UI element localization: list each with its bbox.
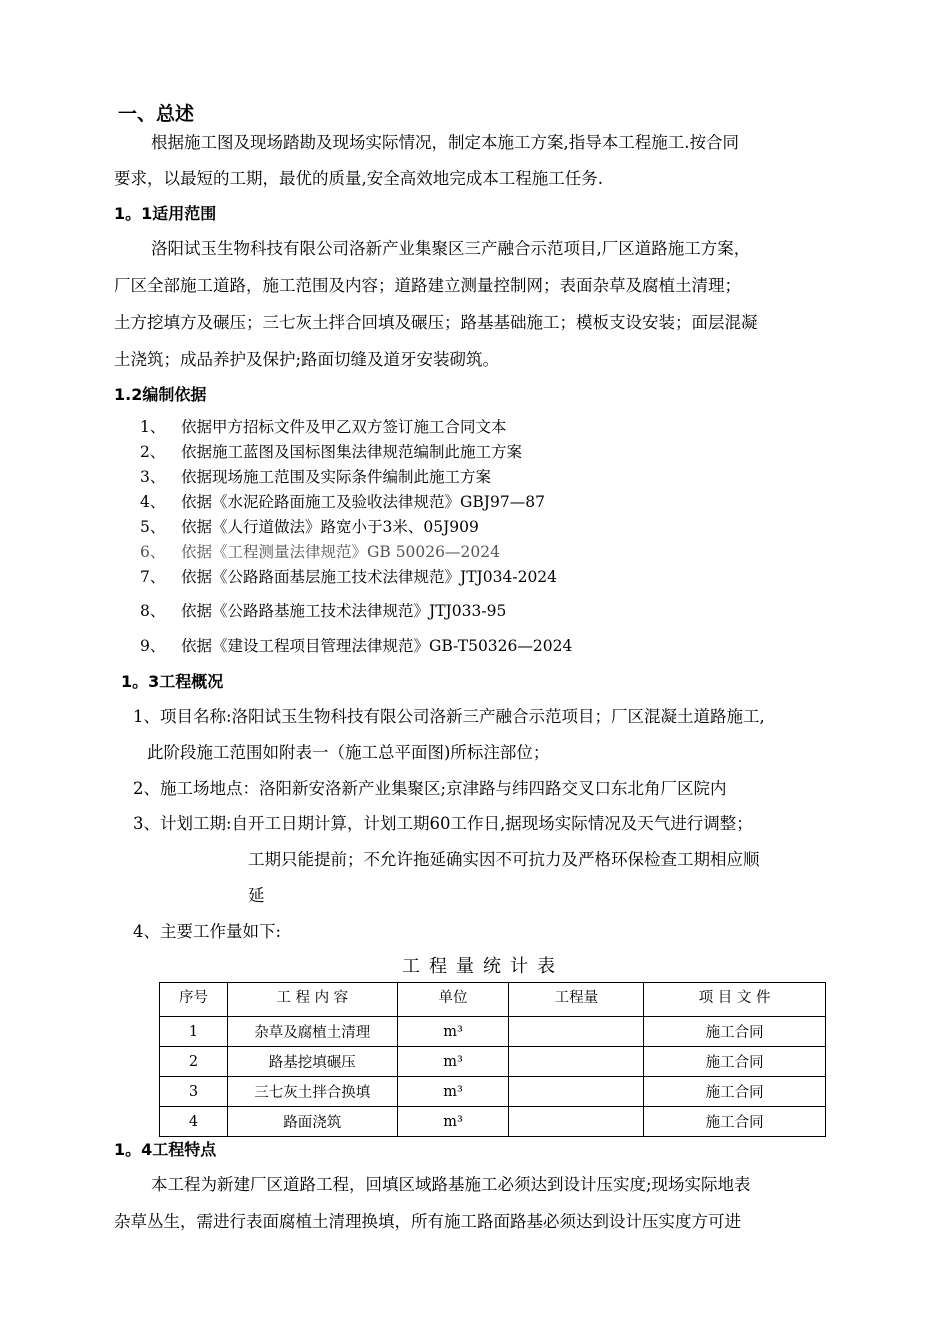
header-cell: 单位: [397, 983, 509, 1017]
basis-item-number: 6、: [140, 543, 166, 561]
basis-item-text: 依据《公路路面基层施工技术法律规范》JTJ034-2024: [181, 568, 558, 586]
table-cell: 4: [160, 1107, 228, 1137]
header-cell: 序号: [160, 983, 228, 1017]
table-cell: m³: [397, 1077, 509, 1107]
table-cell: [509, 1077, 644, 1107]
table-cell: 杂草及腐植土清理: [227, 1017, 397, 1047]
table-row: [160, 1107, 826, 1137]
table-cell: 施工合同: [644, 1107, 826, 1137]
table-title: 工程量统计表: [402, 956, 564, 977]
table-header-row: [160, 983, 826, 1017]
table-cell: 2: [160, 1047, 228, 1077]
basis-item-number: 8、: [140, 602, 166, 620]
header-cell: 工程量: [509, 983, 644, 1017]
basis-item-text: 依据《人行道做法》路宽小于3米、05J909: [181, 518, 479, 536]
table-cell: 1: [160, 1017, 228, 1047]
basis-item-text: 依据《工程测量法律规范》GB 50026—2024: [181, 543, 500, 561]
table-cell: m³: [397, 1017, 509, 1047]
workload-table: [159, 982, 826, 1137]
basis-item-text: 依据施工蓝图及国标图集法律规范编制此施工方案: [181, 443, 523, 461]
section-heading-basis: 1.2编制依据: [114, 385, 207, 404]
basis-item-number: 7、: [140, 568, 166, 586]
basis-item-text: 依据《建设工程项目管理法律规范》GB-T50326—2024: [181, 637, 573, 655]
basis-item-text: 依据现场施工范围及实际条件编制此施工方案: [181, 468, 492, 486]
table-row: [160, 1077, 826, 1107]
scope-line-1: 洛阳试玉生物科技有限公司洛新产业集聚区三产融合示范项目,厂区道路施工方案，: [151, 239, 751, 258]
table-cell: 三七灰土拌合换填: [227, 1077, 397, 1107]
header-cell: 工 程 内 容: [227, 983, 397, 1017]
table-cell: m³: [397, 1107, 509, 1137]
scope-line-4: 土浇筑；成品养护及保护;路面切缝及道牙安装砌筑。: [114, 350, 500, 369]
scope-line-3: 土方挖填方及碾压；三七灰土拌合回填及碾压；路基基础施工；模板支设安装；面层混凝: [114, 313, 758, 332]
table-cell: [509, 1107, 644, 1137]
overview-line-1: 根据施工图及现场踏勘及现场实际情况，制定本施工方案,指导本工程施工.按合同: [151, 133, 739, 152]
table-cell: [509, 1047, 644, 1077]
table-row: [160, 1017, 826, 1047]
workload-intro: 4、主要工作量如下:: [133, 922, 282, 941]
table-cell: 施工合同: [644, 1047, 826, 1077]
table-cell: 3: [160, 1077, 228, 1107]
section-heading-features: 1。4工程特点: [114, 1140, 217, 1159]
project-schedule-line-2: 工期只能提前；不允许拖延确实因不可抗力及严格环保检查工期相应顺: [248, 850, 760, 869]
table-cell: 施工合同: [644, 1017, 826, 1047]
table-cell: 路基挖填碾压: [227, 1047, 397, 1077]
basis-item-number: 3、: [140, 468, 166, 486]
basis-item-number: 4、: [140, 493, 166, 511]
basis-item-number: 1、: [140, 418, 166, 436]
section-heading-scope: 1。1适用范围: [114, 204, 217, 223]
table-cell: [509, 1017, 644, 1047]
basis-item-text: 依据《水泥砼路面施工及验收法律规范》GBJ97—87: [181, 493, 545, 511]
table-row: [160, 1047, 826, 1077]
project-site-line: 2、施工场地点：洛阳新安洛新产业集聚区;京津路与纬四路交叉口东北角厂区院内: [133, 779, 727, 798]
basis-item-number: 9、: [140, 637, 166, 655]
features-line-2: 杂草丛生，需进行表面腐植土清理换填，所有施工路面路基必须达到设计压实度方可进: [114, 1212, 741, 1231]
features-line-1: 本工程为新建厂区道路工程，回填区域路基施工必须达到设计压实度;现场实际地表: [151, 1175, 751, 1194]
basis-item-text: 依据甲方招标文件及甲乙双方签订施工合同文本: [181, 418, 507, 436]
table-cell: 施工合同: [644, 1077, 826, 1107]
overview-line-2: 要求，以最短的工期，最优的质量,安全高效地完成本工程施工任务.: [114, 169, 603, 188]
basis-item-text: 依据《公路路基施工技术法律规范》JTJ033-95: [181, 602, 507, 620]
basis-item-number: 5、: [140, 518, 166, 536]
section-heading-overview-project: 1。3工程概况: [121, 672, 224, 691]
project-scope-line: 此阶段施工范围如附表一（施工总平面图)所标注部位；: [147, 743, 550, 762]
basis-item-number: 2、: [140, 443, 166, 461]
project-schedule-line: 3、计划工期:自开工日期计算，计划工期60工作日,据现场实际情况及天气进行调整；: [133, 814, 753, 833]
table-cell: 路面浇筑: [227, 1107, 397, 1137]
project-name-line: 1、项目名称:洛阳试玉生物科技有限公司洛新三产融合示范项目；厂区混凝土道路施工,: [133, 707, 765, 726]
section-heading-overview: 一、总述: [118, 103, 195, 125]
header-cell: 项 目 文 件: [644, 983, 826, 1017]
table-cell: m³: [397, 1047, 509, 1077]
scope-line-2: 厂区全部施工道路，施工范围及内容；道路建立测量控制网；表面杂草及腐植土清理；: [114, 276, 741, 295]
project-schedule-line-3: 延: [248, 886, 265, 905]
